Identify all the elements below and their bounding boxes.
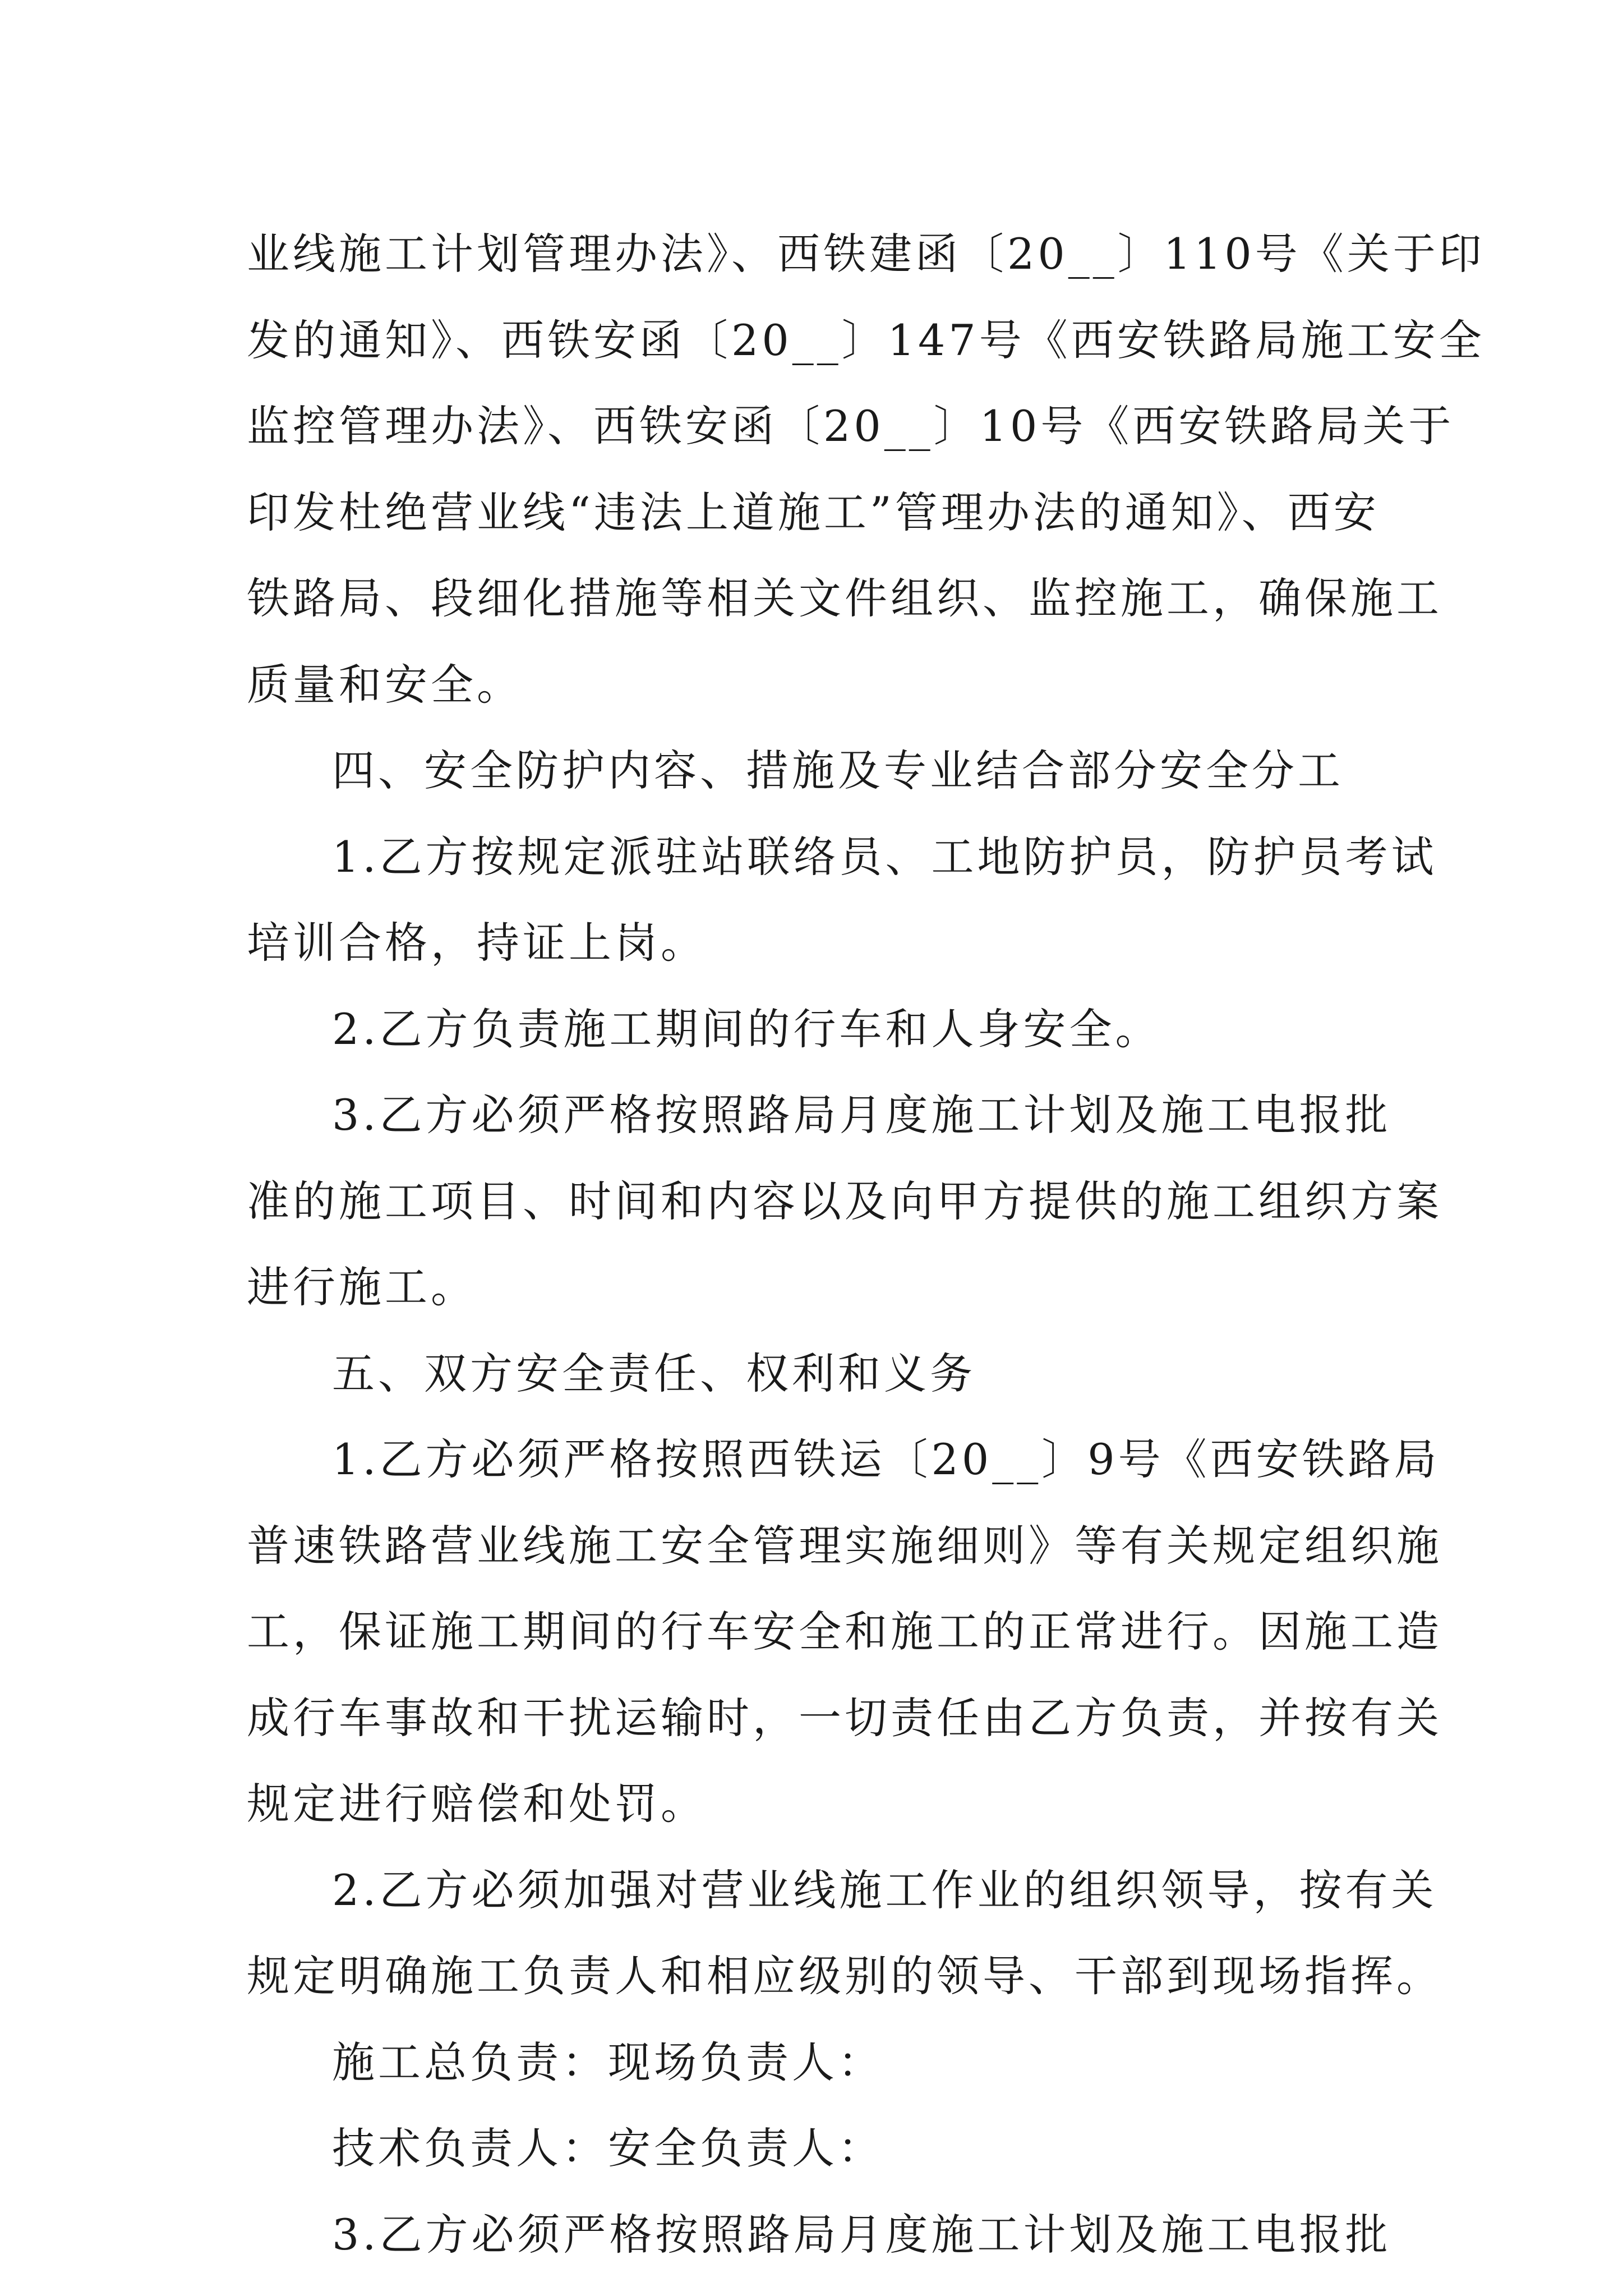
form-field-line: 技术负责人：安全负责人： — [332, 2123, 884, 2173]
text-line: 业线施工计划管理办法》、西铁建函〔20__〕110号《关于印 — [247, 229, 1485, 279]
text-line: 培训合格，持证上岗。 — [247, 918, 707, 968]
text-line: 印发杜绝营业线“违法上道施工”管理办法的通知》、西安 — [247, 487, 1380, 537]
text-line: 普速铁路营业线施工安全管理实施细则》等有关规定组织施 — [247, 1520, 1442, 1571]
document-body — [247, 211, 1485, 2277]
section-heading: 四、安全防护内容、措施及专业结合部分安全分工 — [332, 746, 1344, 795]
section-heading: 五、双方安全责任、权利和义务 — [332, 1348, 976, 1398]
form-field-line: 施工总负责：现场负责人： — [332, 2037, 884, 2087]
text-line: 规定进行赔偿和处罚。 — [247, 1779, 707, 1829]
text-line: 规定明确施工负责人和相应级别的领导、干部到现场指挥。 — [247, 1951, 1442, 2001]
text-line: 3.乙方必须严格按照路局月度施工计划及施工电报批 — [332, 2209, 1391, 2260]
text-line: 1.乙方必须严格按照西铁运〔20__〕9号《西安铁路局 — [332, 1434, 1440, 1484]
text-line: 进行施工。 — [247, 1262, 477, 1312]
text-line: 1.乙方按规定派驻站联络员、工地防护员，防护员考试 — [332, 831, 1437, 882]
text-line: 工，保证施工期间的行车安全和施工的正常进行。因施工造 — [247, 1607, 1442, 1657]
text-line: 2.乙方必须加强对营业线施工作业的组织领导，按有关 — [332, 1865, 1437, 1915]
text-line: 成行车事故和干扰运输时，一切责任由乙方负责，并按有关 — [247, 1692, 1442, 1743]
text-line: 铁路局、段细化措施等相关文件组织、监控施工，确保施工 — [247, 573, 1442, 623]
text-line: 监控管理办法》、西铁安函〔20__〕10号《西安铁路局关于 — [247, 401, 1455, 451]
text-line: 准的施工项目、时间和内容以及向甲方提供的施工组织方案 — [247, 1176, 1442, 1226]
text-line: 发的通知》、西铁安函〔20__〕147号《西安铁路局施工安全 — [247, 315, 1485, 365]
text-line: 质量和安全。 — [247, 659, 523, 710]
text-line: 3.乙方必须严格按照路局月度施工计划及施工电报批 — [332, 1090, 1391, 1140]
text-line: 2.乙方负责施工期间的行车和人身安全。 — [332, 1004, 1161, 1054]
